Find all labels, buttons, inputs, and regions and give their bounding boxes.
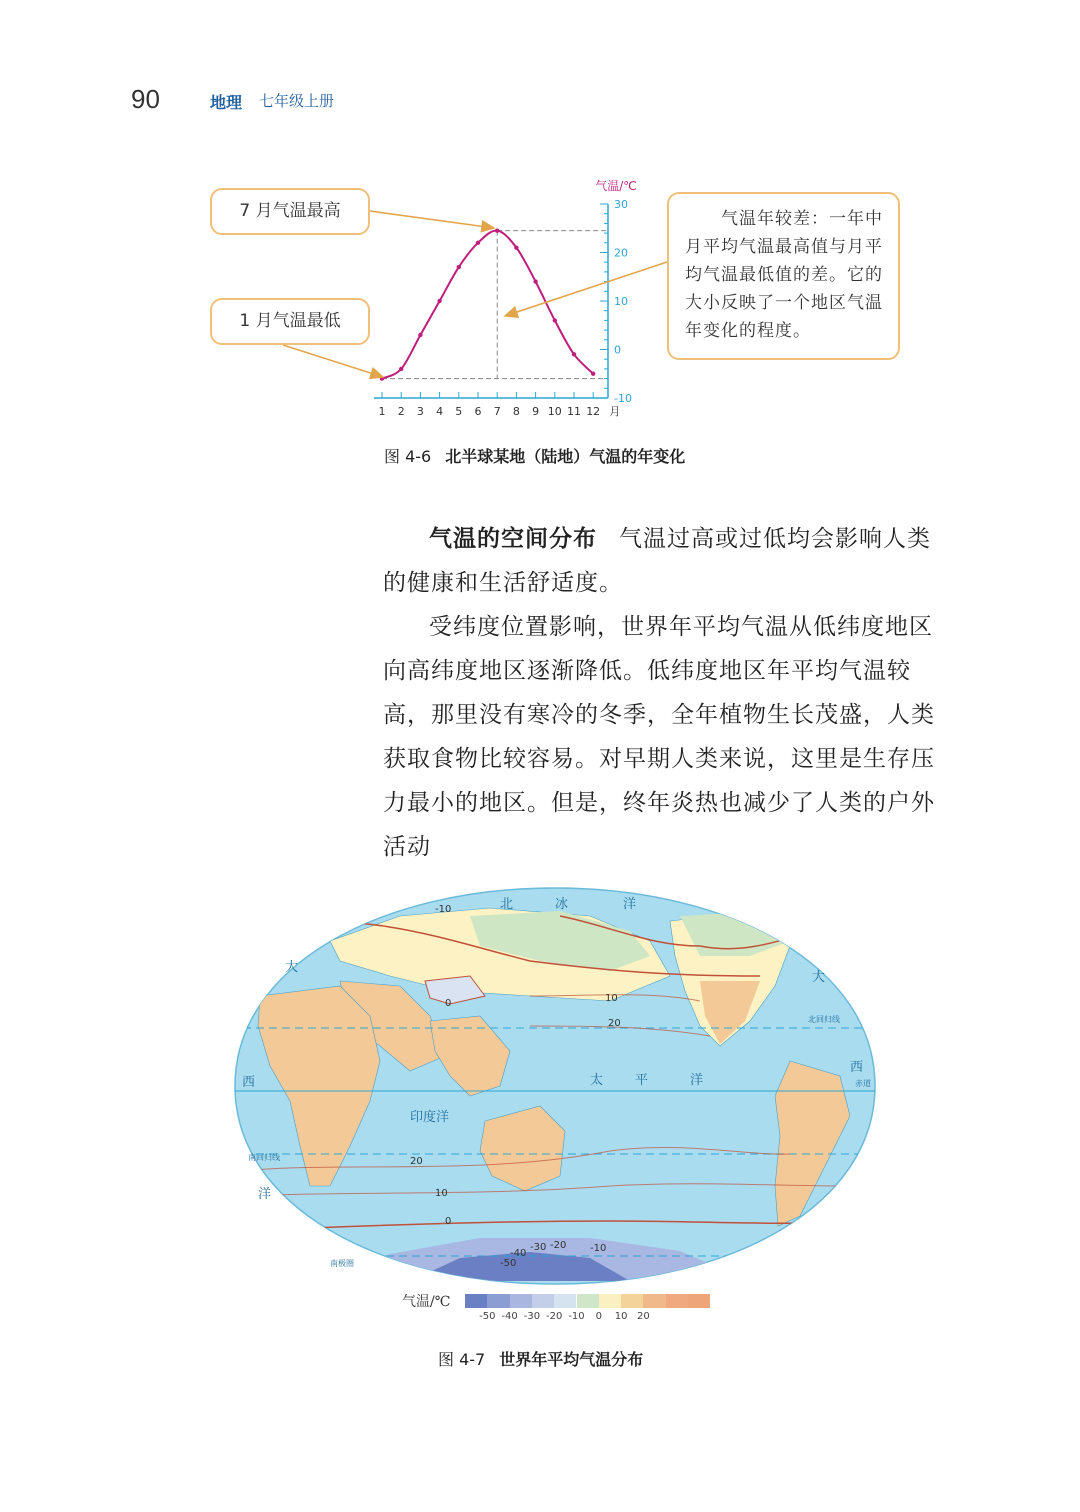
legend-swatch bbox=[510, 1294, 532, 1308]
arrow-jan bbox=[283, 345, 383, 377]
legend-swatch bbox=[487, 1294, 509, 1308]
legend-tick-label: -30 bbox=[523, 1311, 541, 1322]
header-grade: 七年级上册 bbox=[259, 92, 335, 110]
figure-4-6-number: 图 4-6 bbox=[384, 447, 432, 466]
x-tick-label: 7 bbox=[493, 405, 501, 418]
label-tropic-cancer: 北回归线 bbox=[808, 1015, 840, 1024]
x-tick-label: 11 bbox=[567, 405, 581, 418]
label-atlantic-left-mid: 西 bbox=[242, 1075, 256, 1090]
y-tick-label: 0 bbox=[614, 343, 621, 357]
legend-swatch bbox=[643, 1294, 665, 1308]
page-number: 90 bbox=[131, 84, 160, 114]
legend-tick-label: -10 bbox=[568, 1311, 585, 1322]
legend-tick-label: 10 bbox=[614, 1311, 628, 1322]
figure-4-6-title: 北半球某地（陆地）气温的年变化 bbox=[445, 447, 686, 466]
legend-swatch bbox=[621, 1294, 643, 1308]
isotherm-label-3: 20 bbox=[608, 1018, 621, 1029]
label-arctic-3: 洋 bbox=[623, 897, 637, 912]
isotherm-label-1: 0 bbox=[445, 998, 452, 1009]
x-tick-label: 5 bbox=[455, 405, 463, 418]
isotherm-label-10: -40 bbox=[510, 1248, 527, 1259]
figure-4-6-caption bbox=[384, 444, 685, 467]
legend-swatch bbox=[688, 1294, 710, 1308]
isotherm-label-0: -10 bbox=[435, 904, 452, 915]
isotherm-label-2: 10 bbox=[605, 993, 618, 1004]
legend-tick-label: 20 bbox=[637, 1311, 650, 1322]
figure-4-7-number: 图 4-7 bbox=[438, 1350, 486, 1369]
y-tick-label: 10 bbox=[614, 295, 628, 308]
label-atlantic-right-mid: 西 bbox=[850, 1060, 864, 1075]
label-tropic-capricorn: 南回归线 bbox=[248, 1153, 280, 1162]
x-tick-label: 4 bbox=[436, 405, 444, 418]
paragraph-1-text: 气温过高或过低均会影响人类的健康和生活舒适度。 bbox=[383, 526, 931, 596]
x-tick-label: 12 bbox=[586, 405, 601, 418]
x-tick-label: 2 bbox=[397, 405, 405, 418]
legend-swatch bbox=[577, 1294, 599, 1308]
legend-swatch bbox=[532, 1294, 554, 1308]
x-tick-label: 6 bbox=[474, 405, 482, 418]
y-tick-label: 20 bbox=[614, 246, 628, 260]
isotherm-label-9: -30 bbox=[530, 1242, 547, 1253]
label-atlantic-right-top: 大 bbox=[812, 970, 826, 985]
legend-label: 气温/℃ bbox=[402, 1294, 451, 1310]
isotherm-label-11: -50 bbox=[500, 1258, 517, 1269]
x-tick-label: 8 bbox=[512, 405, 520, 418]
isotherm-label-5: 10 bbox=[435, 1188, 448, 1199]
arrow-range bbox=[505, 262, 667, 316]
label-antarctic-circle: 南极圈 bbox=[330, 1259, 354, 1268]
label-atlantic-left-bot: 洋 bbox=[258, 1187, 272, 1202]
x-tick-label: 10 bbox=[547, 405, 562, 418]
paragraph-spatial-distribution bbox=[383, 517, 953, 605]
label-pacific-3: 洋 bbox=[690, 1073, 704, 1088]
label-arctic-1: 北 bbox=[500, 897, 514, 912]
y-tick-label: 30 bbox=[614, 198, 628, 211]
label-indian: 印度洋 bbox=[410, 1110, 450, 1125]
legend-swatch bbox=[666, 1294, 688, 1308]
x-tick-label: 1 bbox=[378, 405, 386, 418]
legend-tick-label: -50 bbox=[479, 1311, 496, 1322]
x-axis-unit: 月 bbox=[609, 405, 621, 418]
legend-tick-label: 0 bbox=[595, 1311, 602, 1322]
callout-annual-range bbox=[667, 192, 900, 360]
callout-july-highest: 7 月气温最高 bbox=[210, 188, 370, 235]
isotherm-label-7: -10 bbox=[590, 1243, 607, 1254]
x-tick-label: 9 bbox=[532, 405, 540, 418]
y-tick-label: -10 bbox=[614, 392, 632, 405]
legend-swatch bbox=[599, 1294, 621, 1308]
figure-4-7-title: 世界年平均气温分布 bbox=[499, 1350, 644, 1369]
isotherm-label-8: -20 bbox=[550, 1240, 567, 1251]
isotherm-label-6: 0 bbox=[445, 1216, 452, 1227]
label-arctic-2: 冰 bbox=[555, 897, 569, 912]
callout-annual-range-text: 气温年较差：一年中月平均气温最高值与月平均气温最低值的差。它的大小反映了一个地区气温年变化的程度。 bbox=[685, 209, 883, 341]
legend-tick-label: -40 bbox=[501, 1311, 518, 1322]
label-atlantic-left-top: 大 bbox=[285, 960, 299, 975]
world-temperature-map bbox=[230, 886, 880, 1286]
x-tick-label: 3 bbox=[416, 405, 424, 418]
callout-arrows bbox=[0, 0, 1080, 500]
header-subject: 地理 bbox=[210, 93, 243, 112]
legend-tick-label: -20 bbox=[546, 1311, 563, 1322]
isotherm-label-4: 20 bbox=[410, 1156, 423, 1167]
legend-swatch bbox=[554, 1294, 576, 1308]
y-axis-title: 气温/℃ bbox=[595, 179, 637, 193]
label-equator: 赤道 bbox=[855, 1079, 871, 1088]
paragraph-lead-heading: 气温的空间分布 bbox=[429, 525, 597, 552]
label-pacific-1: 太 bbox=[590, 1073, 604, 1088]
figure-4-7-caption bbox=[438, 1347, 643, 1370]
callout-jan-lowest: 1 月气温最低 bbox=[210, 298, 370, 345]
legend-swatch bbox=[465, 1294, 487, 1308]
arrow-july bbox=[370, 211, 494, 228]
paragraph-latitude-effect: 受纬度位置影响，世界年平均气温从低纬度地区向高纬度地区逐渐降低。低纬度地区年平均气温较高，那里没有寒冷的冬季，全年植物生长茂盛，人类获取食物比较容易。对早期人类来说，这里是生存压力最小的地区。但是，终年炎热也减少了人类的户外活动 bbox=[383, 614, 935, 860]
label-pacific-2: 平 bbox=[635, 1073, 649, 1088]
